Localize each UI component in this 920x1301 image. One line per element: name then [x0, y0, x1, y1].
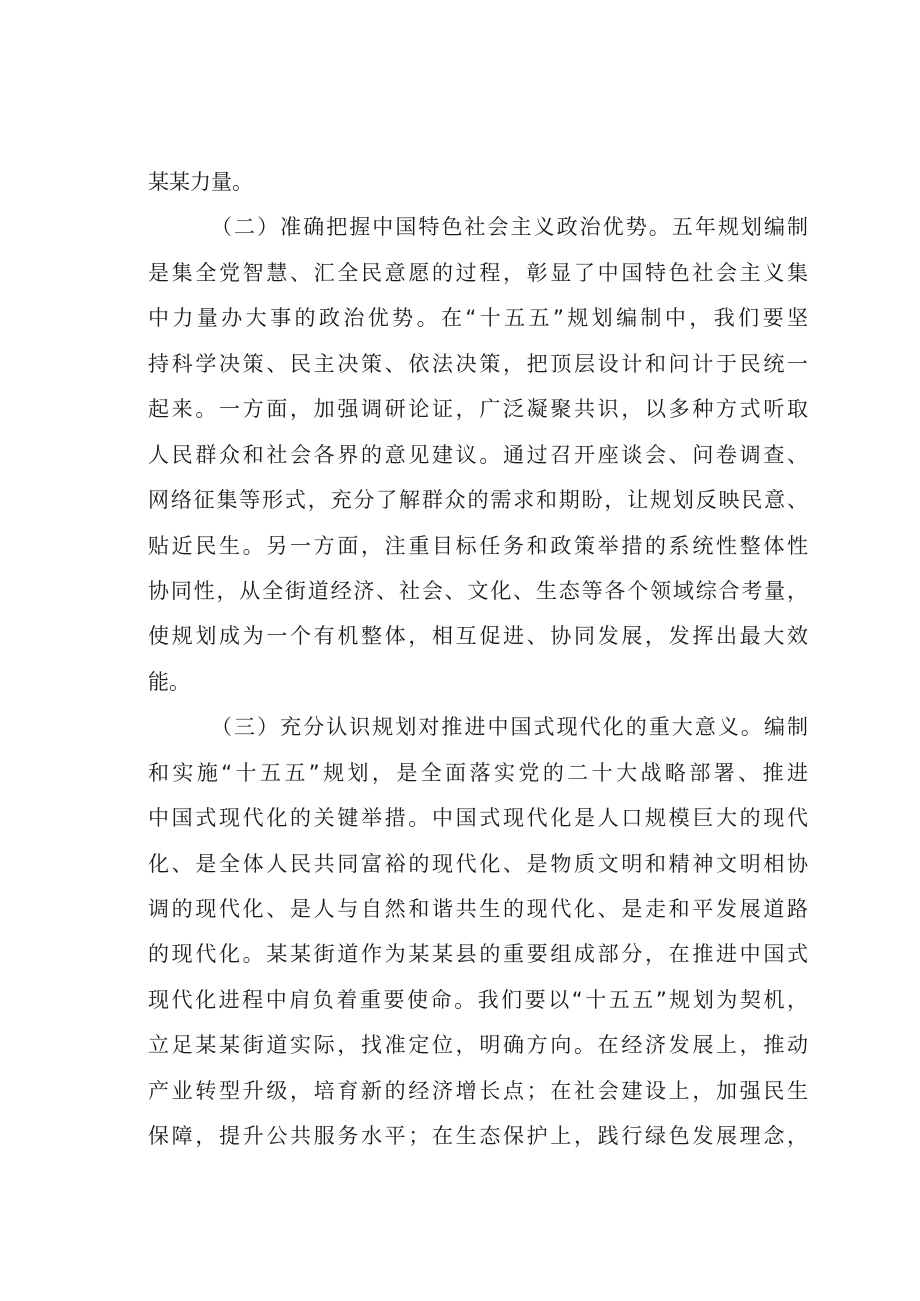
text-line: 的现代化。某某街道作为某某县的重要组成部分，在推进中国式	[148, 942, 808, 967]
text-line: 人民群众和社会各界的意见建议。通过召开座谈会、问卷调查、	[148, 442, 808, 467]
text-line: 和实施“十五五”规划，是全面落实党的二十大战略部署、推进	[148, 760, 808, 785]
text-line: 立足某某街道实际，找准定位，明确方向。在经济发展上，推动	[148, 1033, 808, 1058]
text-line: 贴近民生。另一方面，注重目标任务和政策举措的系统性整体性	[148, 533, 808, 558]
text-line: 使规划成为一个有机整体，相互促进、协同发展，发挥出最大效	[148, 624, 808, 649]
text-line: 化、是全体人民共同富裕的现代化、是物质文明和精神文明相协	[148, 851, 808, 876]
text-line: 产业转型升级，培育新的经济增长点；在社会建设上，加强民生	[148, 1078, 808, 1103]
paragraph-modernization-significance	[148, 705, 808, 1159]
text-line: 是集全党智慧、汇全民意愿的过程，彰显了中国特色社会主义集	[148, 260, 808, 285]
text-line: 能。	[148, 669, 190, 694]
text-line: 保障，提升公共服务水平；在生态保护上，践行绿色发展理念，	[148, 1124, 808, 1149]
text-line: 调的现代化、是人与自然和谐共生的现代化、是走和平发展道路	[148, 897, 808, 921]
text-line: 网络征集等形式，充分了解群众的需求和期盼，让规划反映民意、	[148, 488, 808, 513]
text-line: 持科学决策、民主决策、依法决策，把顶层设计和问计于民统一	[148, 351, 808, 376]
text-line: 协同性，从全街道经济、社会、文化、生态等各个领域综合考量，	[148, 578, 808, 603]
text-line: 中国式现代化的关键举措。中国式现代化是人口规模巨大的现代	[148, 806, 808, 831]
text-line: 中力量办大事的政治优势。在“十五五”规划编制中，我们要坚	[148, 306, 808, 331]
text-line: （三）充分认识规划对推进中国式现代化的重大意义。编制	[211, 715, 808, 740]
paragraph-continuation	[148, 160, 808, 205]
document-body	[148, 160, 808, 1160]
text-line: 起来。一方面，加强调研论证，广泛凝聚共识，以多种方式听取	[148, 397, 808, 422]
text-line: 某某力量。	[148, 170, 253, 194]
paragraph-political-advantage	[148, 205, 808, 705]
text-line: 现代化进程中肩负着重要使命。我们要以“十五五”规划为契机，	[148, 987, 808, 1012]
text-line: （二）准确把握中国特色社会主义政治优势。五年规划编制	[211, 215, 808, 240]
